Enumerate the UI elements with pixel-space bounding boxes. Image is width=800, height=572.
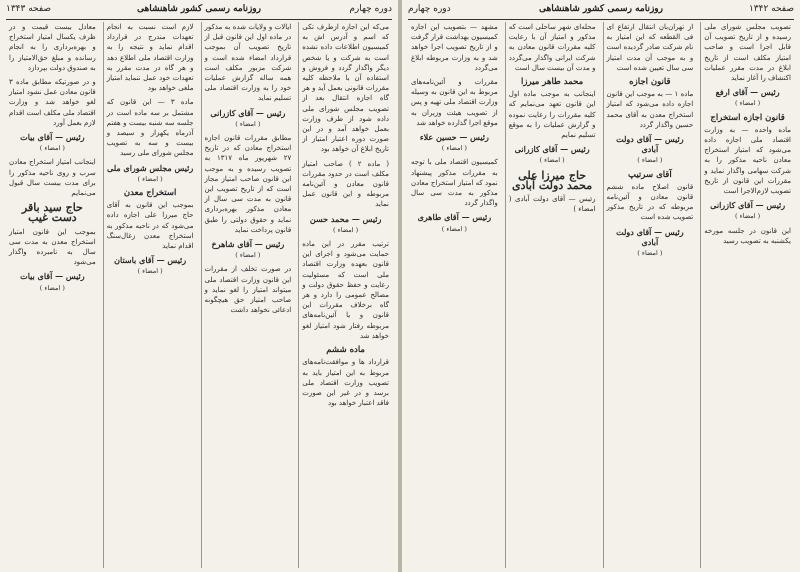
- left-page-column-4: [6, 22, 99, 568]
- signature-line: رئیس — آقای کازرانی: [710, 200, 786, 211]
- signature-note: ( امضاء ): [735, 212, 761, 221]
- signature-line: رئیس — آقای شاهرخ: [211, 239, 285, 250]
- paragraph: و در صورتیکه مطابق ماده ۳ قانون معادن عمل نشود امتیاز لغو خواهد شد و وزارت اقتصاد ملی مکلف است اقدام لازم بعمل آورد: [9, 78, 96, 127]
- paragraph: ترتیب مقرر در این ماده حمایت می‌شود و اجرای این قانون بعهده وزارت اقتصاد ملی است که مسئولیت رعایت و حفظ حقوق دولت و مصالح عمومی را دارد و هر گاه برخلاف مقررات این قانون و یا آئین‌نامه‌های مربوطه رفتار شود امتیاز لغو خواهد شد: [302, 240, 389, 340]
- left-header-title: روزنامه رسمی کشور شاهنشاهی: [137, 4, 261, 14]
- right-page-column-1: [700, 22, 794, 568]
- signature-line: رئیس — حسین علاء: [419, 132, 489, 143]
- paragraph: تصویب مجلس شورای ملی رسیده و از تاریخ تصویب آن قابل اجرا است و صاحب امتیاز مکلف است از تاریخ ابلاغ در مدت مقرر عملیات اکتشاف را آغاز نماید: [704, 23, 791, 83]
- paragraph: ماده واحده — به وزارت اقتصاد ملی اجازه داده می‌شود که امتیاز استخراج معادن ناحیه مذکور را به شرکت سهامی واگذار نماید و مقررات این قانون از تاریخ تصویب لازم‌الاجرا است: [704, 125, 791, 196]
- signature-note: ( امضاء ): [539, 156, 565, 165]
- signature-note: ( امضاء ): [235, 119, 261, 128]
- right-page-column-4: [408, 22, 501, 568]
- paragraph: معادل بیست قیمت و در ظرف یکسال امتیاز استخراج و بهره‌برداری را به انجام رسانده و مبلغ حق‌الامتیاز را به صندوق دولت بپردازد: [9, 23, 96, 72]
- article-title: حاج سید باقر دست غیب: [21, 201, 83, 225]
- right-header-title: روزنامه رسمی کشور شاهنشاهی: [539, 4, 663, 14]
- paragraph: کمیسیون اقتصاد ملی با توجه به مقررات مذکور پیشنهاد نمود که امتیاز استخراج معادن مذکور به مدت سی سال واگذار گردد: [411, 158, 498, 208]
- paragraph: قانون اصلاح ماده ششم قانون معادن و آئین‌نامه مربوطه که در تاریخ مذکور تصویب شده است: [606, 182, 694, 222]
- signature-note: ( امضاء ): [39, 283, 65, 292]
- left-page-column-2: [201, 22, 295, 568]
- left-page: [0, 0, 398, 572]
- signature-line: رئیس — آقای کازرانی: [210, 107, 286, 118]
- section-heading: قانون اجازه استخراج: [710, 112, 785, 123]
- left-page-column-1: [298, 22, 392, 568]
- paragraph: از تهران‌بان انتقال ارتفاع ای فی القطعه که این امتیاز به نام شرکت صادر گردیده است و به موجب آن مدت امتیاز سی سال تعیین شده است: [606, 23, 694, 72]
- section-heading: آقای سرتیپ: [628, 169, 672, 180]
- section-heading: استخراج معدن: [123, 188, 177, 199]
- left-header-rule: [6, 19, 392, 20]
- paragraph: این قانون در جلسه مورخه یکشنبه به تصویب رسید: [704, 226, 791, 245]
- section-heading: محمد طاهر میرزا: [521, 77, 584, 88]
- right-page-columns: [408, 22, 794, 568]
- signature-line: رئیس — آقای دولت آبادی: [616, 134, 684, 155]
- signature-line: رئیس — آقای بیات: [20, 271, 85, 282]
- right-page-column-2: [603, 22, 697, 568]
- right-page: [402, 0, 800, 572]
- left-page-columns: [6, 22, 392, 568]
- paragraph: مشهد — بتصویب این اجازه کمیسیون بهداشت قرار گرفت و از تاریخ تصویب اجرا خواهد شد و به وزارت مربوطه ابلاغ می‌گردد: [410, 23, 498, 72]
- section-heading: قانون اجازه: [629, 77, 671, 88]
- paragraph: بموجب این قانون به آقای حاج میرزا علی اجازه داده می‌شود که در ناحیه مذکور به استخراج معدن زغال‌سنگ اقدام نماید: [106, 201, 194, 251]
- signature-note: ( امضاء ): [235, 251, 261, 260]
- signature-note: ( امضاء ): [637, 156, 663, 165]
- signature-note: ( امضاء ): [735, 99, 761, 108]
- paragraph: ماده ۱ — به موجب این قانون اجازه داده می‌شود که امتیاز استخراج معدن به آقای محمد حسین واگذار گردد: [606, 90, 694, 129]
- article-title: حاج میرزا علی محمد دولت آبادی: [512, 168, 593, 192]
- paragraph: لازم است نسبت به انجام تعهدات مندرج در قرارداد اقدام نماید و نتیجه را به وزارت اقتصاد ملی اطلاع دهد و هر گاه در مدت مقرر به تعهدات خود عمل ننماید امتیاز ملغی خواهد بود: [106, 23, 194, 93]
- paragraph: ماده ۳ — این قانون که مشتمل بر سه ماده است در جلسه سه شنبه بیست و هفتم آذرماه یکهزار و سیصد و بیست و سه به تصویب مجلس شورای ملی رسید: [106, 98, 194, 158]
- left-page-header: [6, 4, 392, 18]
- signature-note: ( امضاء ): [441, 224, 467, 233]
- paragraph: ( ماده ۲ ) صاحب امتیاز مکلف است در حدود مقررات قانون معادن و آئین‌نامه مربوطه و این قانون عمل نماید: [302, 159, 389, 209]
- right-header-section: دوره چهارم: [408, 4, 451, 14]
- signature-note: ( امضاء ): [441, 144, 467, 153]
- left-page-column-3: [103, 22, 197, 568]
- signature-line: رئیس — آقای ارفع: [715, 87, 780, 98]
- paragraph: مطابق مقررات قانون اجازه استخراج معادن که در تاریخ ۲۷ شهریور ماه ۱۳۱۷ به تصویب رسیده و به موجب این قانون صاحب امتیاز مجاز است که از تاریخ تصویب این قانون به مدت سی سال از معادن مذکور بهره‌برداری نماید و حقوق دولتی را طبق قانون پرداخت نماید: [204, 134, 292, 234]
- paragraph: مقررات و آئین‌نامه‌های مربوط به این قانون به وسیله وزارت اقتصاد ملی تهیه و پس از تصویب هیئت وزیران به موقع اجرا گذارده خواهد شد: [411, 78, 498, 127]
- signature-note: ( امضاء ): [137, 174, 163, 183]
- signature-line: رئیس — محمد حسن: [309, 213, 382, 224]
- signature-line: رئیس — آقای طاهری: [417, 212, 492, 223]
- signature-line: رئیس — آقای بیات: [20, 132, 85, 143]
- paragraph: می‌که این اجازه ازطرف تکی که اسم و آدرس اش به کمیسیون اطلاعات داده نشده است به شرکت و یا شخص دیگر واگذار گردد و فروش و استفاده آن با ملاحظه کلیه مقررات قانونی بعمل آید و هر گاه اجازه انتقال بعد از تصویب مجلس شورای ملی داده شود از طرف وزارت بعمل خواهد آمد و در این صورت دوره اعتبار امتیاز از تاریخ ابلاغ آن خواهد بود: [302, 23, 389, 154]
- signature-note: ( امضاء ): [39, 144, 65, 153]
- section-heading: ماده ششم: [326, 345, 365, 356]
- signature-line: رئیس — آقای دولت آبادی: [616, 226, 684, 247]
- paragraph: محله‌ای شهر ساحلی است که مذکور و امتیاز آن با رعایت کلیه مقررات قانون معادن به شرکت ایرانی واگذار می‌گردد و مدت آن بیست سال است: [508, 23, 596, 72]
- signature-note: ( امضاء ): [333, 225, 359, 234]
- paragraph: رئیس — آقای دولت آبادی ( امضاء ): [508, 195, 596, 214]
- signature-note: ( امضاء ): [637, 249, 663, 258]
- signature-line: رئیس — آقای کازرانی: [514, 144, 590, 155]
- paragraph: قرارداد ها و موافقت‌نامه‌های مربوط به این امتیاز باید به تصویب وزارت اقتصاد ملی برسد و در غیر این صورت فاقد اعتبار خواهد بود: [302, 358, 389, 408]
- right-header-page-number: صفحه ۱۳۴۲: [748, 4, 794, 14]
- signature-note: ( امضاء ): [137, 267, 163, 276]
- paragraph: در صورت تخلف از مقررات این قانون وزارت اقتصاد ملی میتواند امتیاز را لغو نماید و صاحب امتیاز حق هیچگونه ادعائی نخواهد داشت: [204, 265, 292, 315]
- signature-line: رئیس — آقای باستان: [114, 255, 187, 266]
- right-header-rule: [408, 19, 794, 20]
- left-header-section: دوره چهارم: [349, 4, 392, 14]
- right-page-header: [408, 4, 794, 18]
- signature-line: رئیس مجلس شورای ملی: [107, 162, 194, 173]
- right-page-column-3: [505, 22, 599, 568]
- paragraph: اینجانب به موجب ماده اول این قانون تعهد می‌نمایم که کلیه مقررات را رعایت نموده و گزارش عملیات را به موقع تسلیم نمایم: [508, 90, 596, 140]
- paragraph: بموجب این قانون امتیاز استخراج معدن به مدت سی سال به نامبرده واگذار می‌شود: [9, 227, 96, 267]
- left-header-page-number: صفحه ۱۳۴۳: [6, 4, 52, 14]
- paragraph: ایالات و ولایات شده به مذکور در ماده اول این قانون قبل از تاریخ تصویب آن بموجب قرارداد امضاء شده است و شرکت مزبور مکلف است همه ساله گزارش عملیات خود را به وزارت اقتصاد ملی تسلیم نماید: [204, 23, 292, 103]
- paragraph: اینجانب امتیاز استخراج معادن سرب و روی ناحیه مذکور را برای مدت بیست سال قبول می‌نمایم: [9, 158, 96, 198]
